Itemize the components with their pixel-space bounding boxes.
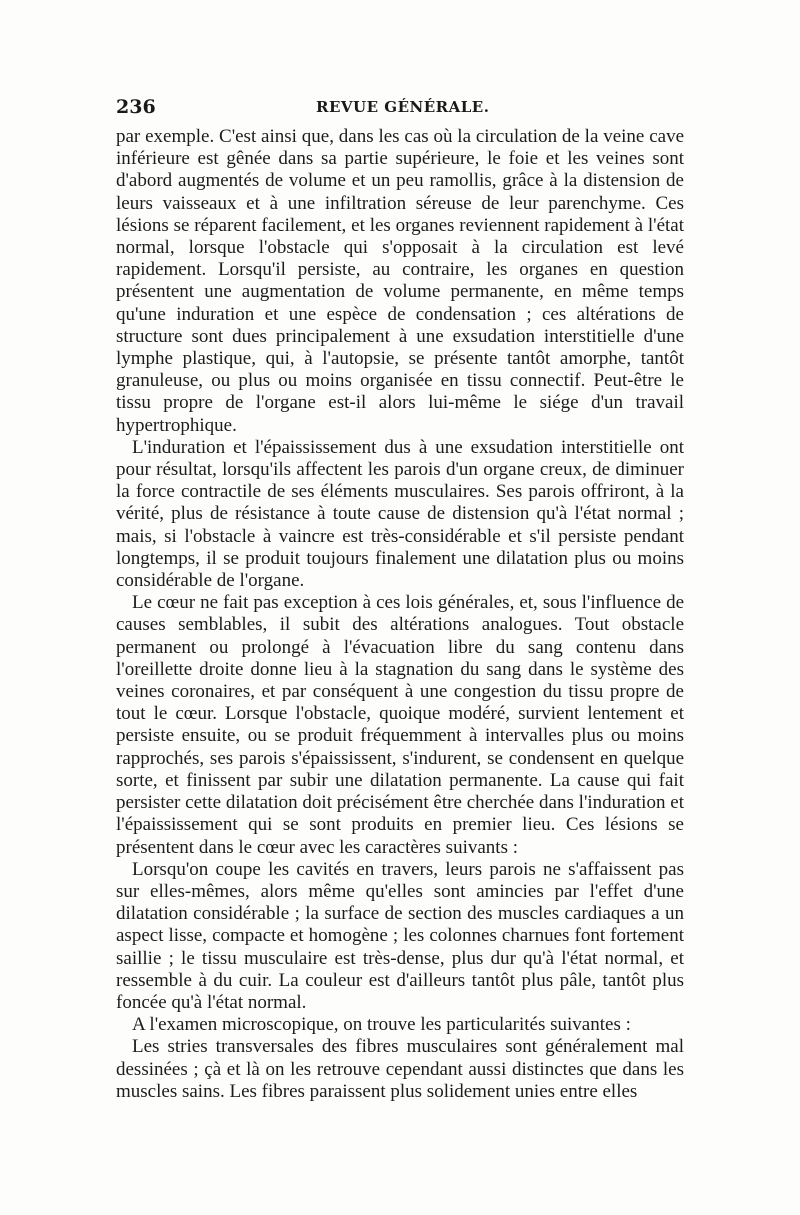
running-title: REVUE GÉNÉRALE. xyxy=(316,98,490,116)
paragraph: Les stries transversales des fibres musculaires sont généralement mal dessinées ; çà et là on les retrouve cependant aussi distinctes que dans les muscles sains. Les fibres paraissent plus solidement unies entre elles xyxy=(116,1036,684,1102)
body-text xyxy=(116,126,684,1103)
page-header xyxy=(116,96,686,122)
paragraph: L'induration et l'épaississement dus à une exsudation interstitielle ont pour résultat, lorsqu'ils affectent les parois d'un organe creux, de diminuer la force contractile de ses éléments musculaires. Ses parois offriront, à la vérité, plus de résistance à toute cause de distension qu'à l'état normal ; mais, si l'obstacle à vaincre est très-considérable et s'il persiste pendant longtemps, il se produit toujours finalement une dilatation plus ou moins considérable de l'organe. xyxy=(116,436,684,592)
paragraph: par exemple. C'est ainsi que, dans les cas où la circulation de la veine cave inférieure est gênée dans sa partie supérieure, le foie et les veines sont d'abord augmentés de volume et un peu ramollis, grâce à la distension de leurs vaisseaux et à une infiltration séreuse de leur parenchyme. Ces lésions se réparent facilement, et les organes reviennent rapidement à l'état normal, lorsque l'obstacle qui s'opposait à la circulation est levé rapidement. Lorsqu'il persiste, au contraire, les organes en question présentent une augmentation de volume permanente, en même temps qu'une induration et une espèce de condensation ; ces altérations de structure sont dues principalement à une exsudation interstitielle d'une lymphe plastique, qui, à l'autopsie, se présente tantôt amorphe, tantôt granuleuse, ou plus ou moins organisée en tissu connectif. Peut-être le tissu propre de l'organe est-il alors lui-même le siége d'un travail hypertrophique. xyxy=(116,126,684,436)
paragraph: Le cœur ne fait pas exception à ces lois générales, et, sous l'influence de causes semblables, il subit des altérations analogues. Tout obstacle permanent ou prolongé à l'évacuation libre du sang contenu dans l'oreillette droite donne lieu à la stagnation du sang dans le système des veines coronaires, et par conséquent à une congestion du tissu propre de tout le cœur. Lorsque l'obstacle, quoique modéré, survient lentement et persiste ensuite, ou se produit fréquemment à intervalles plus ou moins rapprochés, ses parois s'épaississent, s'indurent, se condensent en quelque sorte, et finissent par subir une dilatation permanente. La cause qui fait persister cette dilatation doit précisément être cherchée dans l'induration et l'épaississement qui se sont produits en premier lieu. Ces lésions se présentent dans le cœur avec les caractères suivants : xyxy=(116,592,684,858)
page-number: 236 xyxy=(116,96,156,118)
paragraph: A l'examen microscopique, on trouve les particularités suivantes : xyxy=(132,1014,631,1036)
paragraph: Lorsqu'on coupe les cavités en travers, leurs parois ne s'affaissent pas sur elles-mêmes, alors même qu'elles sont amincies par l'effet d'une dilatation considérable ; la surface de section des muscles cardiaques a un aspect lisse, compacte et homogène ; les colonnes charnues font fortement saillie ; le tissu musculaire est très-dense, plus dur qu'à l'état normal, et ressemble à du cuir. La couleur est d'ailleurs tantôt plus pâle, tantôt plus foncée qu'à l'état normal. xyxy=(116,858,684,1013)
